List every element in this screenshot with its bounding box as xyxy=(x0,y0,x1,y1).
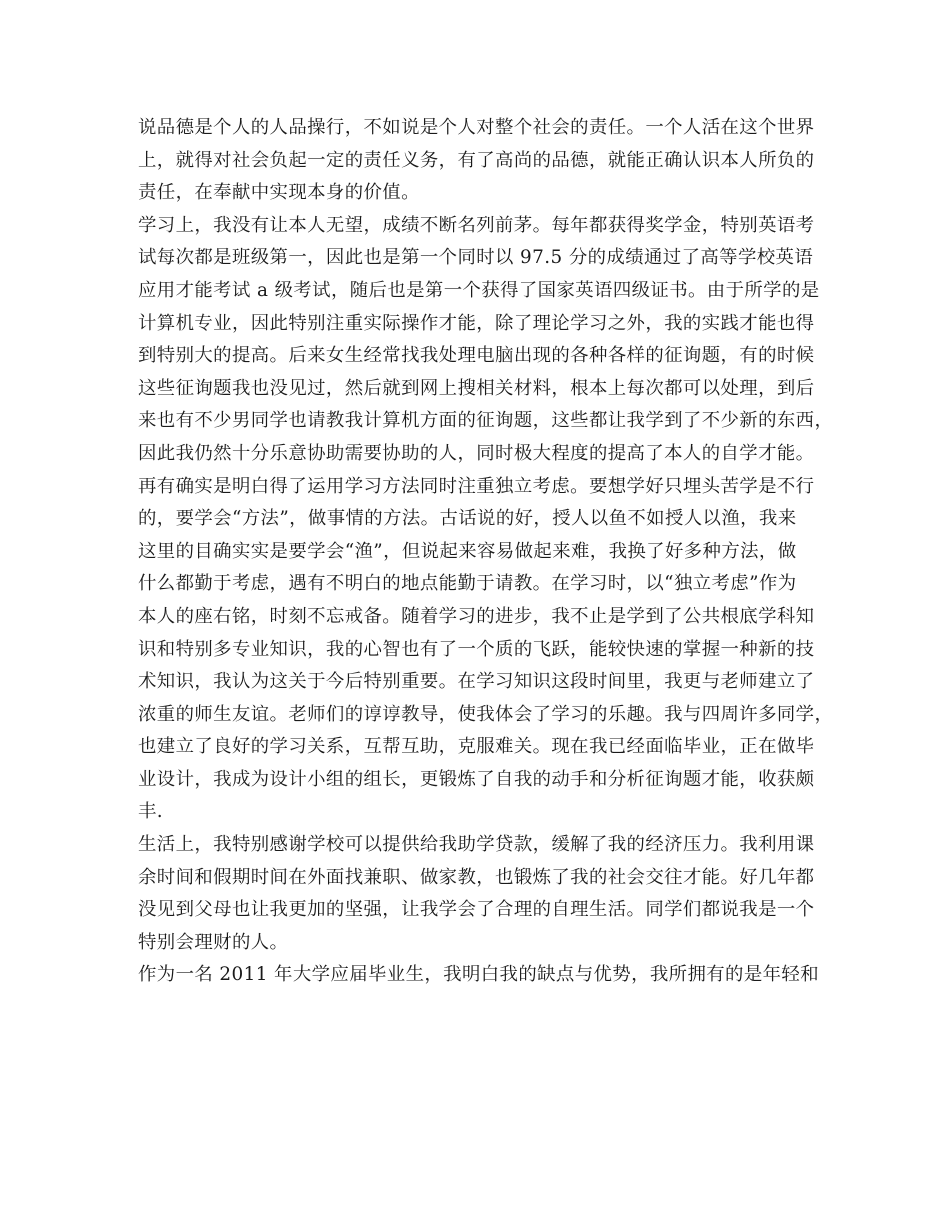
text-line: 特别会理财的人。 xyxy=(138,931,289,953)
text-line: 余时间和假期时间在外面找兼职、做家教，也锻炼了我的社会交往才能。好几年都 xyxy=(138,866,815,888)
text-line: 来也有不少男同学也请教我计算机方面的征询题，这些都让我学到了不少新的东西， xyxy=(138,410,834,432)
text-line: 丰. xyxy=(138,801,164,823)
text-line: 也建立了良好的学习关系，互帮互助，克服难关。现在我已经面临毕业，正在做毕 xyxy=(138,736,815,758)
paragraph xyxy=(138,112,828,210)
text-line: 生活上，我特别感谢学校可以提供给我助学贷款，缓解了我的经济压力。我利用课 xyxy=(138,834,815,856)
paragraph xyxy=(138,210,834,471)
text-line: 计算机专业，因此特别注重实际操作才能，除了理论学习之外，我的实践才能也得 xyxy=(138,312,815,334)
text-line: 作为一名 2011 年大学应届毕业生，我明白我的缺点与优势，我所拥有的是年轻和 xyxy=(138,964,819,986)
text-line: 上，就得对社会负起一定的责任义务，有了高尚的品德，就能正确认识本人所负的 xyxy=(138,149,815,171)
text-line: 因此我仍然十分乐意协助需要协助的人，同时极大程度的提高了本人的自学才能。 xyxy=(138,442,815,464)
text-line: 这些征询题我也没见过，然后就到网上搜相关材料，根本上每次都可以处理，到后 xyxy=(138,377,815,399)
text-line: 到特别大的提高。后来女生经常找我处理电脑出现的各种各样的征询题，有的时候 xyxy=(138,345,815,367)
paragraph xyxy=(138,829,828,959)
text-line: 这里的目确实实是要学会“渔”，但说起来容易做起来难，我换了好多种方法，做 xyxy=(138,540,797,562)
text-line: 学习上，我没有让本人无望，成绩不断名列前茅。每年都获得奖学金，特别英语考 xyxy=(138,214,815,236)
text-line: 识和特别多专业知识，我的心智也有了一个质的飞跃，能较快速的掌握一种新的技 xyxy=(138,638,815,660)
text-line: 没见到父母也让我更加的坚强，让我学会了合理的自理生活。同学们都说我是一个 xyxy=(138,899,815,921)
document-body xyxy=(138,112,834,992)
text-line: 再有确实是明白得了运用学习方法同时注重独立考虑。要想学好只埋头苦学是不行 xyxy=(138,475,815,497)
text-line: 本人的座右铭，时刻不忘戒备。随着学习的进步，我不止是学到了公共根底学科知 xyxy=(138,605,815,627)
text-line: 应用才能考试 a 级考试，随后也是第一个获得了国家英语四级证书。由于所学的是 xyxy=(138,279,820,301)
text-line: 浓重的师生友谊。老师们的谆谆教导，使我体会了学习的乐趣。我与四周许多同学， xyxy=(138,703,834,725)
paragraph xyxy=(138,959,828,992)
text-line: 说品德是个人的人品操行，不如说是个人对整个社会的责任。一个人活在这个世界 xyxy=(138,117,815,138)
paragraph xyxy=(138,471,834,830)
text-line: 责任，在奉献中实现本身的价值。 xyxy=(138,182,420,204)
text-line: 试每次都是班级第一，因此也是第一个同时以 97.5 分的成绩通过了高等学校英语 xyxy=(138,247,814,269)
text-line: 术知识，我认为这关于今后特别重要。在学习知识这段时间里，我更与老师建立了 xyxy=(138,671,815,693)
text-line: 的，要学会“方法”，做事情的方法。古话说的好，授人以鱼不如授人以渔，我来 xyxy=(138,508,797,530)
text-line: 什么都勤于考虑，遇有不明白的地点能勤于请教。在学习时，以“独立考虑”作为 xyxy=(138,573,797,595)
text-line: 业设计，我成为设计小组的组长，更锻炼了自我的动手和分析征询题才能，收获颇 xyxy=(138,768,815,790)
